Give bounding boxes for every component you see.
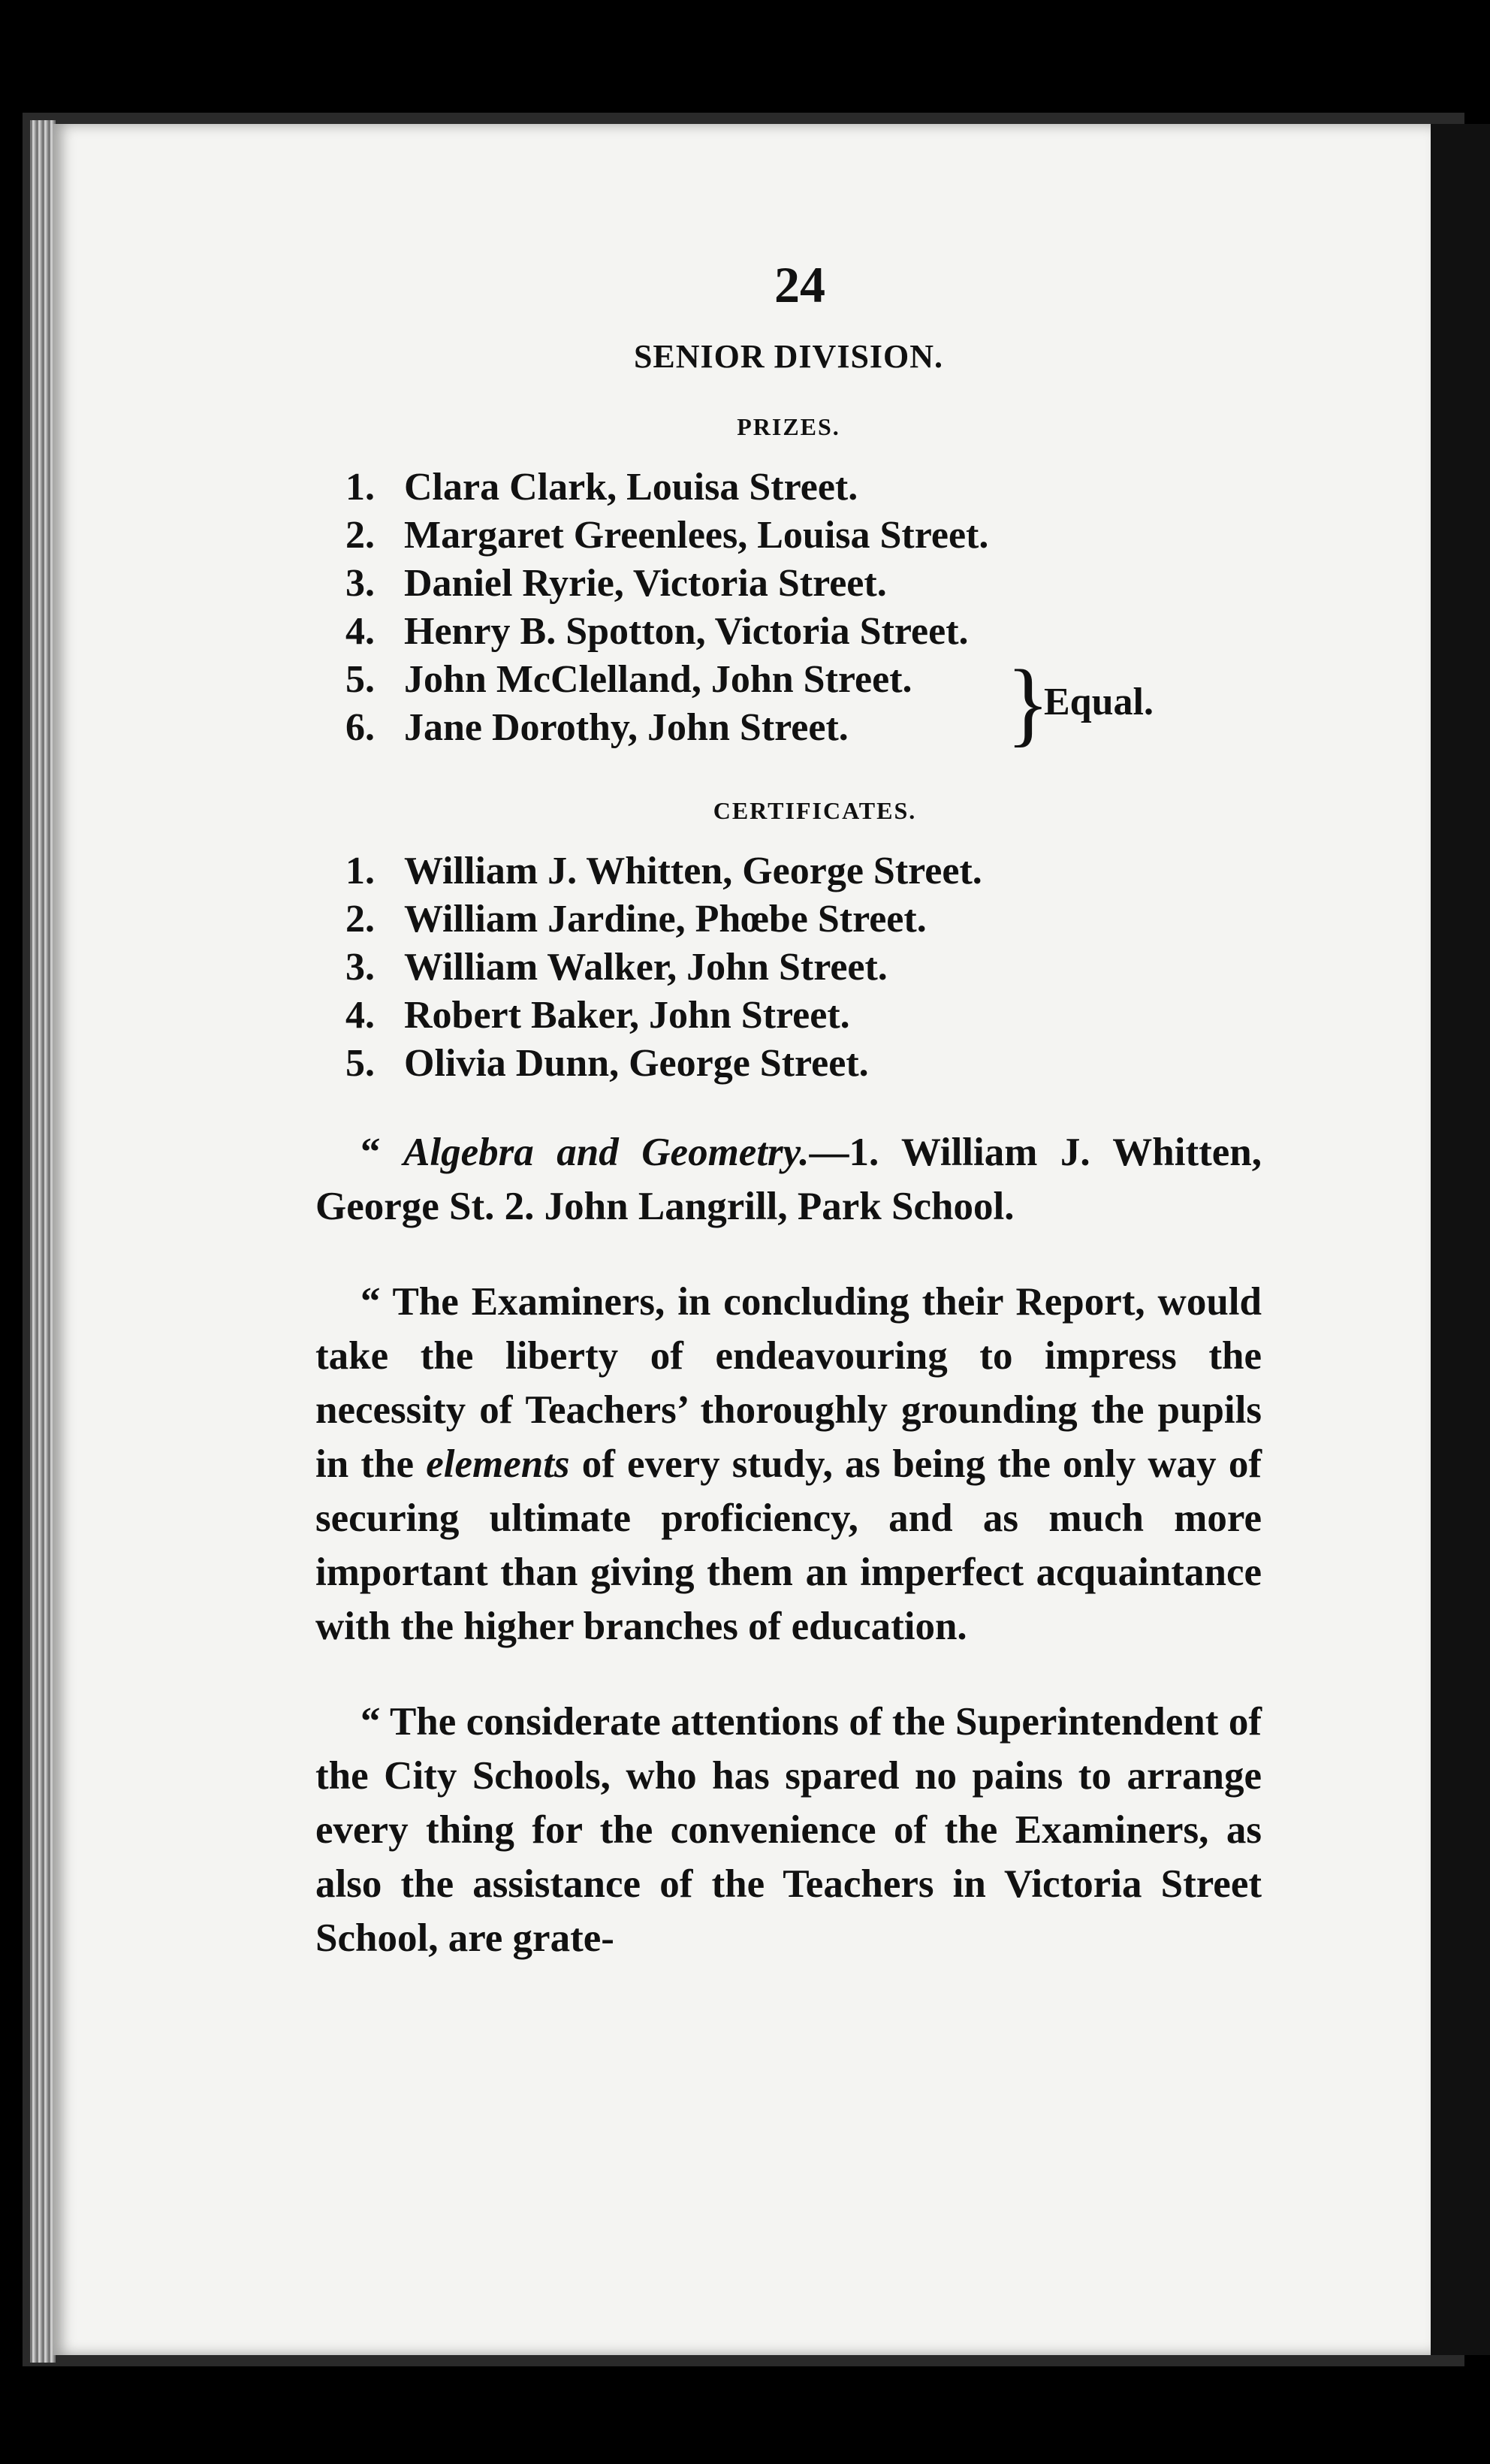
item-text: William J. Whitten, George Street.	[404, 850, 982, 892]
paragraph-text: “ The Examiners, in concluding their Report, would take the liberty of endeavouring to impress the necessity of Teachers’ thoroughly grounding the pupils in the	[315, 1280, 1262, 1486]
list-item	[345, 992, 1262, 1040]
equal-label: Equal.	[1044, 681, 1154, 723]
page-edge	[30, 120, 56, 2363]
list-item	[345, 464, 1262, 512]
item-text: Clara Clark, Louisa Street.	[404, 466, 858, 509]
scan-border	[1431, 124, 1490, 2355]
prizes-list	[345, 464, 1262, 756]
examiners-paragraph	[315, 1275, 1262, 1653]
list-item	[345, 847, 1262, 895]
page-content	[315, 255, 1262, 1965]
item-number: 3.	[345, 562, 375, 605]
item-number: 1.	[345, 466, 375, 509]
paragraph-text: of every study, as being the only way of securing ultimate proficiency, and as much more important than giving them an imperfect acquaintance with the higher branches of education.	[315, 1442, 1262, 1648]
list-item	[345, 944, 1262, 992]
item-text: Henry B. Spotton, Victoria Street.	[404, 610, 969, 653]
list-item	[345, 608, 1262, 656]
item-text: William Walker, John Street.	[404, 946, 888, 989]
superintendent-paragraph: “ The considerate attentions of the Superintendent of the City Schools, who has spared no pains to arrange every thing for the convenience of the Examiners, as also the assistance of the Teachers in Victoria Street School, are grate-	[315, 1700, 1262, 1960]
item-number: 6.	[345, 706, 375, 749]
item-number: 5.	[345, 658, 375, 701]
certificates-heading: CERTIFICATES.	[713, 797, 917, 824]
list-item	[345, 560, 1262, 608]
item-text: Olivia Dunn, George Street.	[404, 1042, 869, 1085]
list-item	[345, 895, 1262, 944]
list-item	[345, 512, 1262, 560]
emphasis-text: elements	[426, 1442, 570, 1486]
section-heading: SENIOR DIVISION.	[633, 338, 944, 375]
algebra-text: —1. William J. Whitten, George St. 2. John Langrill, Park School.	[315, 1131, 1262, 1228]
item-text: Margaret Greenlees, Louisa Street.	[404, 514, 989, 557]
open-quote: “	[360, 1131, 404, 1174]
item-text: Daniel Ryrie, Victoria Street.	[404, 562, 887, 605]
subject-title: Algebra and Geometry.	[403, 1131, 810, 1174]
item-text: John McClelland, John Street.	[404, 658, 912, 701]
item-text: Robert Baker, John Street.	[404, 994, 850, 1037]
list-item	[345, 1040, 1262, 1088]
item-number: 1.	[345, 850, 375, 892]
item-text: Jane Dorothy, John Street.	[404, 706, 849, 749]
item-number: 2.	[345, 514, 375, 557]
item-number: 5.	[345, 1042, 375, 1085]
prizes-heading: PRIZES.	[737, 413, 840, 440]
page-number: 24	[774, 256, 825, 313]
item-number: 3.	[345, 946, 375, 989]
item-number: 2.	[345, 898, 375, 941]
item-text: William Jardine, Phœbe Street.	[404, 898, 927, 941]
brace-mark: }	[1006, 650, 1050, 756]
certificates-list	[345, 847, 1262, 1088]
item-number: 4.	[345, 994, 375, 1037]
equal-group	[345, 650, 1262, 756]
algebra-paragraph	[315, 1125, 1262, 1234]
item-number: 4.	[345, 610, 375, 653]
